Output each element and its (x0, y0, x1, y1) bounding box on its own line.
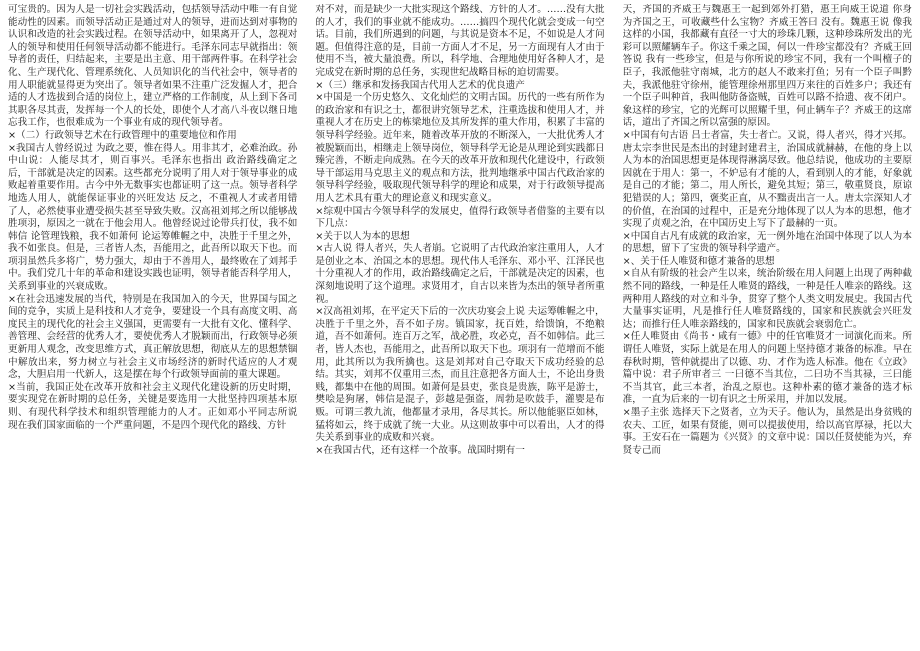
paragraph: ×当前，我国正处在改革开放和社会主义现代化建设新的历史时期，要实现党在新时期的总任务，关键是要选用一大批坚持四项基本原则、有现代科学技术和组织管理能力的人才。正如邓小平同志所说 现在我们国家面临的一个严重问题，不是四个现代化的路线、方针 (8, 381, 298, 431)
paragraph: ×中国有句古语 吕士者富，失士者亡。又说，得人者兴，得才兴邦。唐太宗李世民是杰出的封建封建君主，治国成就赫赫，在他的身上以人为本的治国思想更是体现得淋漓尽致。他总结说，他成功的主要原因就在于用人：第一，不妒忌有才能的人，看到别人的才能，好象就是自己的才能；第二，用人所长，避免其短；第三，敬重贤良，原谅犯错误的人；第四，褒奖正直，从不黜责出言一人。唐太宗深知人才的价值，在治国的过程中，正是充分地体现了以人为本的思想，他才实现了贞观之治，在中国历史上写下了最赫的一页。 (622, 129, 912, 230)
paragraph: 天，齐国的齐威王与魏惠王一起到郊外打猎，惠王向威王说道 你身为齐国之王，可收藏些什么宝物？齐威王答曰 没有。魏惠王说 像我这样的小国，我都藏有直径一寸大的珍珠几颗，这种珍珠所发出的光彩可以照耀辆车子。你这千乘之国，何以一件珍宝都没有？齐威王回答说 我有一些珍宝，但是与你所说的珍宝不同，我有一个叫檀子的臣子，我派他驻守南城，北方的赵人不敢来打鱼；另有一个臣子叫黔夫，我派他驻守徐州，能管理徐州那里四万来往的百姓多户；我还有一个臣子叫种首，我叫他防备盗贼，百姓可以路不拾遗、夜不闭户。象这样的珍宝，它的光辉可以照耀千里，何止辆车子？齐威王的这席话，道出了齐国之所以富强的原因。 (622, 4, 912, 129)
text-column-left (8, 4, 297, 651)
paragraph: 对不对，而是缺少一大批实现这个路线、方针的人才。……没有大批的人才，我们的事业就不能成功。……搞四个现代化就会变成一句空话。目前，我们所遇到的问题，与其说是资本不足，不如说是人才问题。但值得注意的是，目前一方面人才不足，另一方面现有人才由于使用不当，被大量浪费。所以，科学地、合理地使用好各种人才，是完成党在新时期的总任务，实现世纪战略目标的迫切需要。 (315, 4, 605, 78)
paragraph: ×综观中国古今领导科学的发展史，值得行政领导者借鉴的主要有以下几点： (315, 205, 605, 230)
subheading: ×关于以人为本的思想 (315, 230, 410, 242)
paragraph: 可宝贵的。因为人是一切社会实践活动，包括领导活动中唯一有自觉能动性的因素。而领导活动正是通过对人的领导，进而达到对事物的认识和改造的社会实践过程。在领导活动中，如果离开了人，忽视对人的领导和使用任何领导活动都不能进行。毛泽东同志早就指出：领导者的责任，归结起来，主要是出主意、用干部两件事。在科学社会化、生产现代化、管理系统化、人员知识化的当代社会中，领导者的用人职能就显得更为突出了。领导者如果不注重广泛发掘人才，把合适的人才选拔到合适的岗位上，建立严格的工作制度，从上到下各司其职各尽其责，发挥每一个人的长处，即使个人才高八斗夜以继日地忘我工作，也很难成为一个事业有成的现代领导者。 (8, 4, 298, 129)
paragraph: ×墨子主张 选择天下之贤者，立为天子。他认为，虽然是出身贫贱的农夫、工匠，如果有贤能，则可以提拔使用，给以高官厚禄，托以大事。王安石在一篇题为《兴贤》的文章中说：国以任贤使能为兴，弃贤专己而 (622, 407, 912, 456)
text-column-right (623, 4, 912, 651)
paragraph: ×自从有阶级的社会产生以来，统治阶级在用人问题上出现了两种截然不同的路线，一种是任人唯贤的路线，一种是任人唯亲的路线。这两种用人路线的对立和斗争，贯穿了整个人类文明发展史。我国古代大量事实证明，凡是推行任人唯贤路线的，国家和民族就会兴旺发达；而推行任人唯亲路线的，国家和民族就会衰弱危亡。 (622, 268, 912, 330)
section-heading: ×（二）行政领导艺术在行政管理中的重要地位和作用 (8, 129, 237, 141)
paragraph: ×古人说 得人者兴，失人者崩。它说明了古代政治家注重用人，人才是创业之本、治国之本的思想。现代伟人毛泽东、邓小平、江泽民也十分重视人才的作用，政治路线确定之后，干部就是决定的因素，也深刻地说明了这个道理。求贤用才，自古以来皆为杰出的领导者所重视。 (315, 243, 605, 305)
section-heading: ×（三）继承和发扬我国古代用人艺术的优良遗产 (315, 79, 525, 91)
text-column-middle (315, 4, 604, 651)
paragraph: ×汉高祖刘邦，在平定天下后的一次庆功宴会上说 夫运筹帷幄之中，决胜于千里之外，吾不如子房。镇国家，抚百姓，给馈饷，不绝粮道，吾不如萧何。连百万之军，战必胜，攻必克，吾不如韩信。此三者，皆人杰也，吾能用之，此吾所以取天下也。项羽有一范增而不能用，此其所以为我所擒也。这是刘邦对自己夺取天下成功经验的总结。其实，刘邦不仅重用三杰，而且注意把各方面人士，不论出身贵贱，都集中在他的周围。如萧何是县吏，张良是贵族，陈平是游士，樊哙是狗屠，韩信是混子，彭越是强盗，周勃是吹鼓手，灌婴是布贩。可谓三教九流，他都量才录用，各尽其长。所以他能驱臣如林，猛将如云，终于成就了统一大业。从这则故事中可以看出，人才的得失关系到事业的成败和兴衰。 (315, 306, 605, 444)
paragraph: ×我国古人曾经说过 为政之要，惟在得人。用非其才，必难治政。孙中山说：人能尽其才，则百事兴。毛泽东也指出 政治路线确定之后，干部就是决定的因素。这些都充分说明了用人对于领导事业的成败起着重要作用。古今中外无数事实也都证明了这一点。领导者科学地选人用人，就能保证事业的兴旺发达 反之，不重视人才或者用错了人，必然使事业遭受损失甚至导致失败。汉高祖刘邦之所以能够战胜项羽，原因之一就在于他会用人。他曾经说过论带兵打仗，我不如韩信 论管理钱粮，我不如萧何 论运筹帷幄之中，决胜于千里之外，我不如张良。但是，三者皆人杰，吾能用之，此吾所以取天下也。而项羽虽然兵多将广，势力强大，却由于不善用人，最终败在了刘邦手中。我们党几十年的革命和建设实践也证明，领导者能否科学用人，关系到事业的兴衰成败。 (8, 142, 298, 293)
subheading: ×、关于任人唯贤和德才兼备的思想 (622, 255, 775, 267)
paragraph: ×在我国古代，还有这样一个故事。战国时期有一 (315, 444, 525, 456)
paragraph: ×在社会迅速发展的当代，特别是在我国加入的今天，世界国与国之间的竞争，实质上是科技和人才竞争，要建设一个具有高度文明、高度民主的现代化的社会主义强国，更需要有一大批有文化、懂科学、善管理、会经营的优秀人才，要使优秀人才脱颖而出，行政领导必须更新用人观念，改变思维方式，真正解放思想，彻底从左的思想禁锢中解放出来，努力树立与社会主义市场经济的新时代适应的人才观念，大胆启用一代新人，这是摆在每个行政领导面前的重大课题。 (8, 293, 298, 381)
paragraph: ×任人唯贤由《尚书・咸有一德》中的任官唯贤才一词演化而来。所谓任人唯贤，实际上就是在用人的问题上坚持德才兼备的标准。早在春秋时期，管仲就提出了以德、功、才作为选人标准。他在《立政》篇中说：君子所审者三 一曰德不当其位，二曰功不当其禄，三曰能不当其官，此三本者，治乱之原也。这种朴素的德才兼备的选才标准，一直为后来的一切有识之士所采用，并加以发展。 (622, 331, 912, 406)
paragraph: ×中国是一个历史悠久、文化灿烂的文明古国。历代的一些有所作为的政治家和有识之士，都很讲究领导艺术，注重选拔和使用人才，并重视人才在历史上的栋梁地位及其所发挥的重大作用，积累了丰富的领导科学经验。近年来，随着改革开放的不断深入，一大批优秀人才被脱颖而出，相继走上领导岗位，领导科学无论是从理论到实践都日臻完善，不断走向成熟。在今天的改革开放和现代化建设中，行政领导干部运用马克思主义的观点和方法，批判地继承中国古代政治家的领导科学经验，吸取现代领导科学的理论和成果，对于行政领导提高用人艺术具有重大的理论意义和现实意义。 (315, 92, 605, 204)
paragraph: ×中国自古凡有成就的政治家，无一例外地在治国中体现了以人为本的思想，留下了宝贵的领导科学遗产。 (622, 230, 912, 255)
